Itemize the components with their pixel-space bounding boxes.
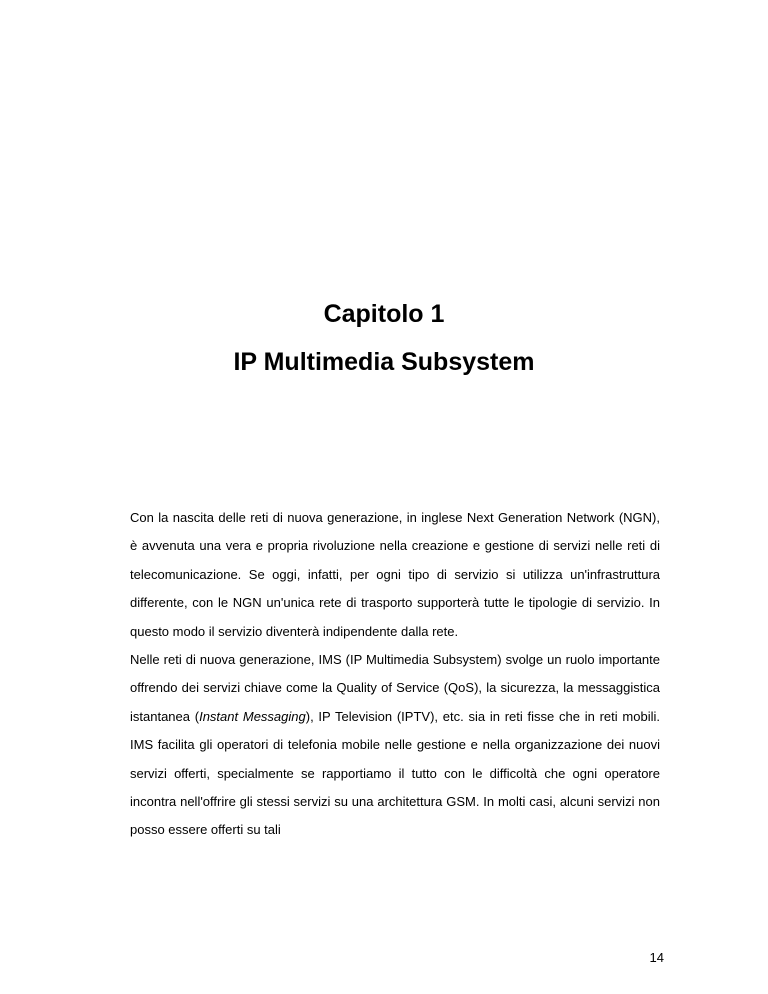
chapter-number: Capitolo 1 bbox=[323, 300, 445, 328]
paragraph-2-text-before: Nelle reti di nuova generazione, IMS (IP Multimedia Subsystem) svolge un ruolo importante offrendo dei servizi chiave come la Quality of Service (QoS), la sicurezza, la messaggistica istantanea ( bbox=[130, 652, 660, 724]
paragraph-2-emphasis: Instant Messaging bbox=[199, 708, 306, 724]
chapter-title: IP Multimedia Subsystem bbox=[233, 348, 535, 376]
page-number: 14 bbox=[649, 950, 664, 965]
paragraph-2-text-after: ), IP Television (IPTV), etc. sia in reti fisse che in reti mobili. IMS facilita gli operatori di telefonia mobile nelle gestione e nella organizzazione dei nuovi servizi offerti, specialmente se rapportiamo il tutto con le difficoltà che ogni operatore incontra nell'offrire gli stessi servizi su una architettura GSM. In molti casi, alcuni servizi non posso essere offerti su tali bbox=[130, 708, 660, 838]
paragraph-1: Con la nascita delle reti di nuova generazione, in inglese Next Generation Network (NGN), è avvenuta una vera e propria rivoluzione nella creazione e gestione di servizi nelle reti di telecomunicazione. Se oggi, infatti, per ogni tipo di servizio si utilizza un'infrastruttura differente, con le NGN un'unica rete di trasporto supporterà tutte le tipologie di servizio. In questo modo il servizio diventerà indipendente dalla rete. bbox=[130, 510, 660, 639]
body-text bbox=[130, 504, 660, 845]
paragraph-2 bbox=[130, 646, 660, 845]
